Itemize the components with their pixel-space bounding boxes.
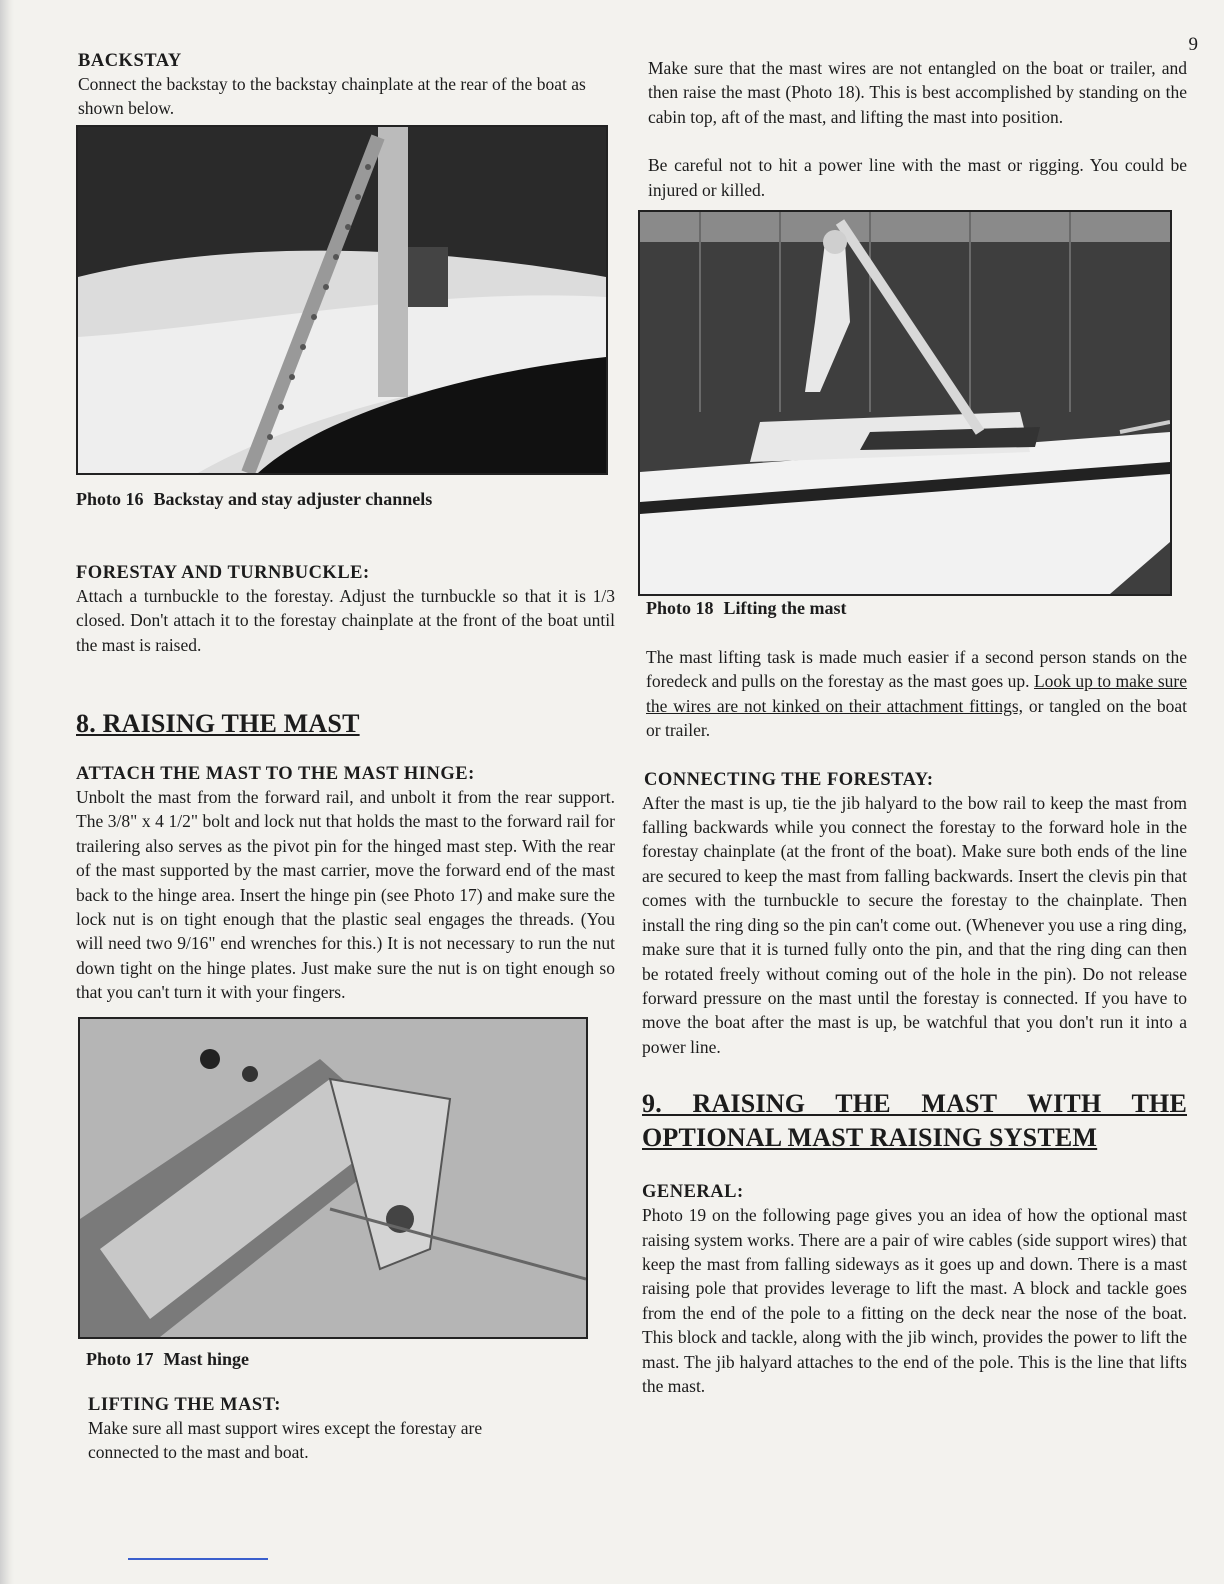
connecting-text: After the mast is up, tie the jib halyard to the bow rail to keep the mast from falling backwards while you connect the forestay to the forward hole in the forestay chainplate (at the front of the boat). Make sure both ends of the line are secured to keep the mast from falling backwards. Insert the clevis pin that comes with the turnbuckle to secure the forestay to the chainplate. Then install the ring ding so the pin can't come out. (Whenever you use a ring ding, make sure that it is turned fully onto the pin, and that the ring ding can then be rotated freely without coming out of the hole in the pin). Do not release forward pressure on the mast until the forestay is connected. If you have to move the boat after the mast is up, be watchful that you don't run it into a power line. [642,792,1187,1057]
second-person-text-start: The mast lifting task is made much easier if a second person stands on the foredeck and pulls on the forestay as the mast goes up. [646,647,1187,692]
photo-16-caption [76,489,615,510]
photo-17-caption-text: Mast hinge [163,1348,249,1369]
second-person-text [646,645,1187,743]
photo-18-number: Photo 18 [646,598,714,619]
right-column [642,56,1187,1398]
photo-16-backstay [76,125,608,475]
section-8-title: 8. RAISING THE MAST [76,709,360,739]
general-text: Photo 19 on the following page gives you an idea of how the optional mast raising system works. There are a pair of wire cables (side support wires) that keep the mast from falling sideways as it goes up and down. There is a mast raising pole that provides leverage to lift the mast. A block and tackle goes from the end of the pole to a fitting on the deck near the nose of the boat. This block and tackle, along with the jib winch, provides the power to lift the mast. The jib halyard attaches to the end of the pole. This is the line that lifts the mast. [642,1205,1187,1396]
backstay-text: Connect the backstay to the backstay chainplate at the rear of the boat as shown below. [78,74,586,119]
bottom-scan-line [128,1558,268,1560]
lifting-heading: LIFTING THE MAST: [88,1394,281,1415]
section-9-title: 9. RAISING THE MAST WITH THE OPTIONAL MAST RAISING SYSTEM [642,1089,1187,1153]
forestay-heading: FORESTAY AND TURNBUCKLE: [76,562,370,583]
attach-text: Unbolt the mast from the forward rail, and unbolt it from the rear support. The 3/8" x 4 1/2" bolt and lock nut that holds the mast to the forward rail for trailering also serves as the pivot pin for the hinged mast step. With the rear of the mast supported by the mast carrier, move the forward end of the mast back to the hinge area. Insert the hinge pin (see Photo 17) and make sure the lock nut is on tight enough that the plastic seal engages the threads. (You will need two 9/16" end wrenches for this.) It is not necessary to run the nut down tight on the hinge plates. Just make sure the nut is on tight enough so that you can't turn it with your fingers. [76,787,615,1003]
wire-warning-underlined: Look up to make sure the wires are not kinked on their attachment fittings, [646,671,1188,716]
photo-17-number: Photo 17 [86,1348,154,1369]
intro-text-2: Be careful not to hit a power line with the mast or rigging. You could be injured or killed. [648,155,1187,200]
photo-18-caption [646,598,1187,619]
left-column [78,50,615,1465]
page-binding-edge [0,0,14,1584]
second-person-text-end: or tangled on the boat or trailer. [646,695,1187,741]
forestay-text: Attach a turnbuckle to the forestay. Adjust the turnbuckle so that it is 1/3 closed. Don't attach it to the forestay chainplate at the front of the boat until the mast is raised. [76,585,615,655]
page-number: 9 [1188,34,1198,55]
attach-heading: ATTACH THE MAST TO THE MAST HINGE: [76,764,475,785]
photo-17-caption [86,1349,615,1370]
connecting-heading: CONNECTING THE FORESTAY: [644,769,934,790]
intro-text-1: Make sure that the mast wires are not entangled on the boat or trailer, and then raise the mast (Photo 18). This is best accomplished by standing on the cabin top, aft of the mast, and lifting the mast into position. [648,58,1187,127]
photo-16-number: Photo 16 [76,488,144,509]
photo-18-lifting-mast [638,210,1172,596]
photo-16-caption-text: Backstay and stay adjuster channels [153,488,433,509]
general-heading: GENERAL: [642,1182,744,1203]
backstay-heading: BACKSTAY [78,51,182,71]
photo-17-mast-hinge [78,1017,588,1339]
lifting-text: Make sure all mast support wires except the forestay are connected to the mast and boat. [88,1417,483,1463]
photo-18-caption-text: Lifting the mast [723,598,847,619]
